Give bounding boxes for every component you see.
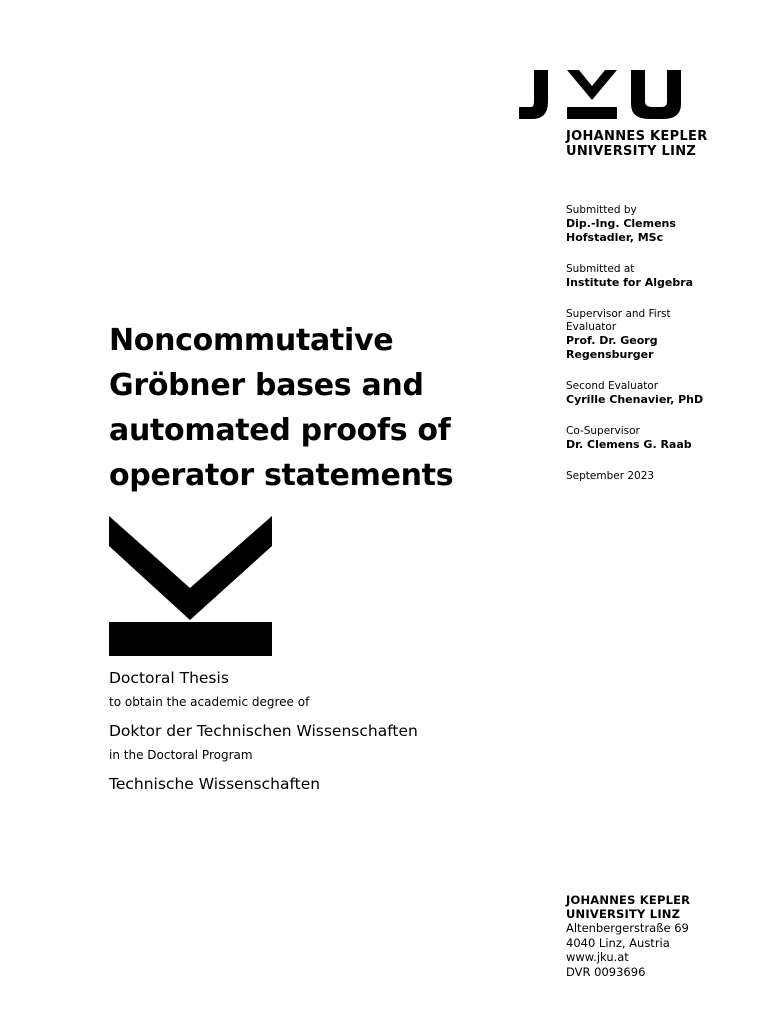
submitted-at-label: Submitted at (566, 263, 635, 275)
supervisor-block (566, 308, 736, 362)
co-supervisor-block (566, 425, 736, 452)
program-name: Technische Wissenschaften (109, 775, 321, 793)
submission-info (566, 204, 736, 501)
jku-logo-mark (517, 66, 717, 126)
submitted-at-value: Institute for Algebra (566, 276, 694, 289)
footer-street: Altenbergerstraße 69 (566, 921, 689, 935)
supervisor-label-2: Evaluator (566, 321, 617, 333)
jku-logo-text (566, 129, 708, 159)
title-line-3: automated proofs of (109, 413, 451, 448)
submitted-by-value-2: Hofstadler, MSc (566, 231, 664, 244)
thesis-type: Doctoral Thesis (109, 669, 229, 687)
supervisor-value-1: Prof. Dr. Georg (566, 334, 658, 347)
thesis-title (109, 318, 509, 498)
jku-k-mark (109, 516, 272, 656)
university-address (566, 893, 746, 979)
supervisor-label-1: Supervisor and First (566, 308, 671, 320)
logo-line-2: UNIVERSITY LINZ (566, 144, 697, 159)
degree-name: Doktor der Technischen Wissenschaften (109, 722, 418, 740)
title-line-1: Noncommutative (109, 323, 394, 358)
degree-info (109, 668, 509, 794)
title-line-2: Gröbner bases and (109, 368, 424, 403)
submission-date: September 2023 (566, 470, 655, 482)
co-supervisor-value: Dr. Clemens G. Raab (566, 438, 692, 451)
k-chevron-icon (109, 516, 272, 656)
title-line-4: operator statements (109, 458, 454, 493)
footer-name-line-2: UNIVERSITY LINZ (566, 907, 681, 921)
degree-purpose: to obtain the academic degree of (109, 695, 310, 709)
co-supervisor-label: Co-Supervisor (566, 425, 640, 437)
footer-web-link[interactable]: www.jku.at (566, 950, 629, 964)
footer-name-line-1: JOHANNES KEPLER (566, 893, 691, 907)
submitted-by-label: Submitted by (566, 204, 637, 216)
second-evaluator-block (566, 380, 736, 407)
second-evaluator-value: Cyrille Chenavier, PhD (566, 393, 704, 406)
second-evaluator-label: Second Evaluator (566, 380, 659, 392)
submitted-at-block (566, 263, 736, 290)
submitted-by-value-1: Dip.-Ing. Clemens (566, 217, 676, 230)
footer-dvr: DVR 0093696 (566, 964, 646, 979)
footer-city: 4040 Linz, Austria (566, 935, 670, 950)
submitted-by-block (566, 204, 736, 245)
logo-line-1: JOHANNES KEPLER (566, 129, 708, 144)
date-block (566, 470, 736, 483)
program-intro: in the Doctoral Program (109, 748, 253, 762)
supervisor-value-2: Regensburger (566, 348, 654, 361)
